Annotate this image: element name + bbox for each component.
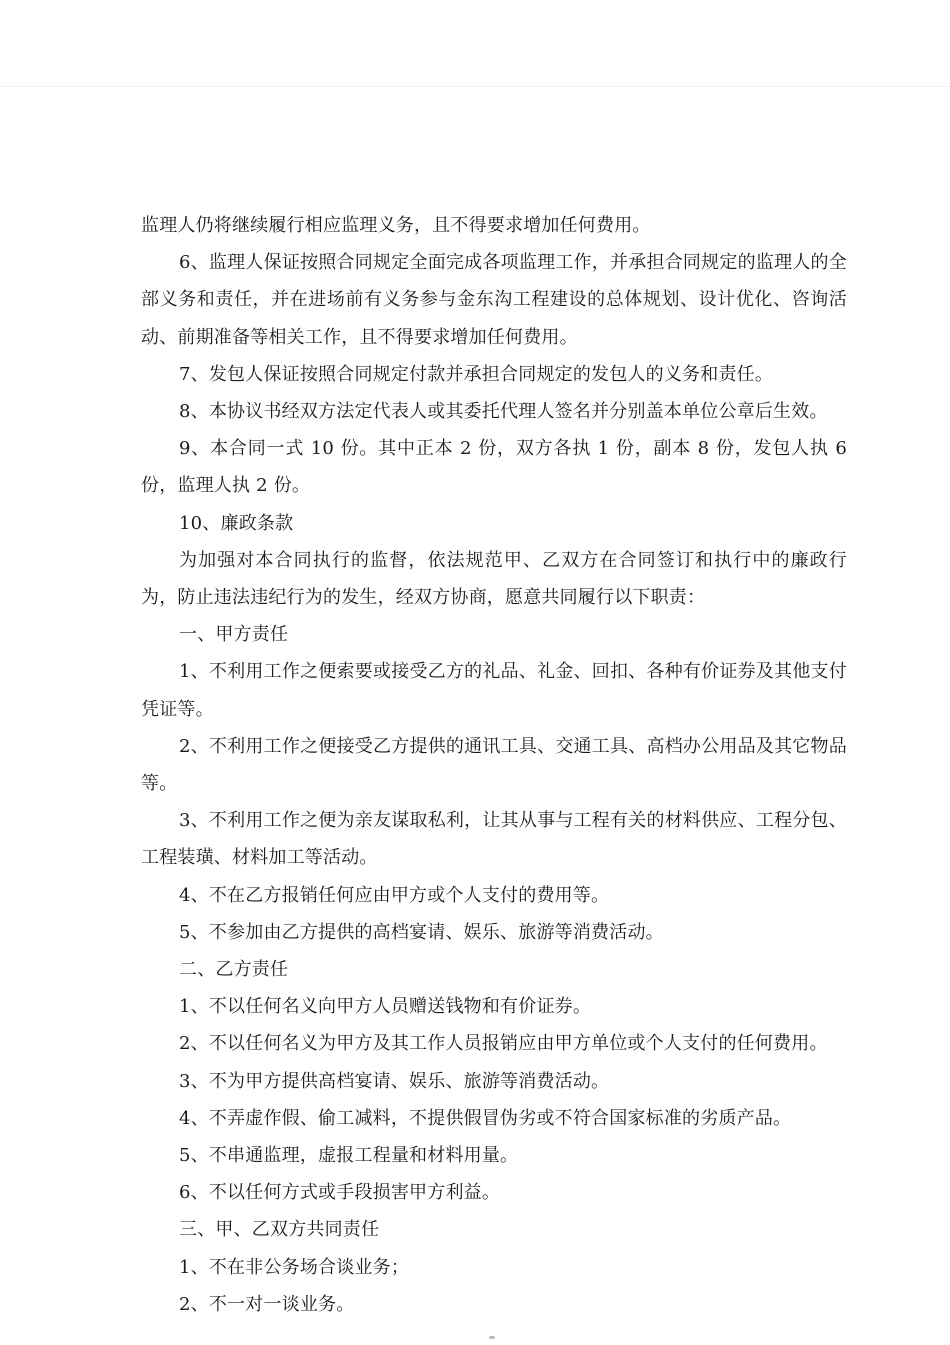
subheading-joint: 三、甲、乙双方共同责任 [179,1219,380,1241]
paragraph-item-6: 6、监理人保证按照合同规定全面完成各项监理工作，并承担合同规定的监理人的全部义务和责任，并在进场前有义务参与金东沟工程建设的总体规划、设计优化、咨询活动、前期准备等相关工作，且不得要求增加任何费用。 [141,252,847,348]
party-a-item-1: 1、不利用工作之便索要或接受乙方的礼品、礼金、回扣、各种有价证券及其他支付凭证等。 [141,661,847,720]
party-b-item-4: 4、不弄虚作假、偷工减料，不提供假冒伪劣或不符合国家标准的劣质产品。 [179,1107,792,1129]
party-b-item-5: 5、不串通监理，虚报工程量和材料用量。 [179,1145,519,1167]
joint-item-1: 1、不在非公务场合谈业务； [179,1256,410,1278]
page-footer-mark [489,1336,495,1339]
party-a-item-2: 2、不利用工作之便接受乙方提供的通讯工具、交通工具、高档办公用品及其它物品等。 [141,735,847,795]
paragraph-item-9: 9、本合同一式 10 份。其中正本 2 份，双方各执 1 份，副本 8 份，发包人执 6 份，监理人执 2 份。 [141,438,847,497]
party-b-item-3: 3、不为甲方提供高档宴请、娱乐、旅游等消费活动。 [179,1070,610,1092]
document-body [141,207,847,1323]
joint-item-2: 2、不一对一谈业务。 [179,1293,355,1315]
header-divider [0,86,950,87]
party-b-item-6: 6、不以任何方式或手段损害甲方利益。 [179,1182,501,1204]
party-a-item-4: 4、不在乙方报销任何应由甲方或个人支付的费用等。 [179,884,610,906]
paragraph-item-8: 8、本协议书经双方法定代表人或其委托代理人签名并分别盖本单位公章后生效。 [179,401,828,423]
paragraph-continuation: 监理人仍将继续履行相应监理义务，且不得要求增加任何费用。 [141,215,651,236]
party-b-item-1: 1、不以任何名义向甲方人员赠送钱物和有价证券。 [179,996,592,1018]
paragraph-item-7: 7、发包人保证按照合同规定付款并承担合同规定的发包人的义务和责任。 [179,363,774,385]
section-heading-integrity: 10、廉政条款 [179,512,294,534]
party-a-item-5: 5、不参加由乙方提供的高档宴请、娱乐、旅游等消费活动。 [179,921,664,943]
subheading-party-a: 一、甲方责任 [179,624,289,646]
subheading-party-b: 二、乙方责任 [179,959,289,981]
party-b-item-2: 2、不以任何名义为甲方及其工作人员报销应由甲方单位或个人支付的任何费用。 [179,1033,828,1055]
party-a-item-3: 3、不利用工作之便为亲友谋取私利，让其从事与工程有关的材料供应、工程分包、工程装璜、材料加工等活动。 [141,810,847,869]
paragraph-integrity-intro: 为加强对本合同执行的监督，依法规范甲、乙双方在合同签订和执行中的廉政行为，防止违法违纪行为的发生，经双方协商，愿意共同履行以下职责： [141,549,847,609]
